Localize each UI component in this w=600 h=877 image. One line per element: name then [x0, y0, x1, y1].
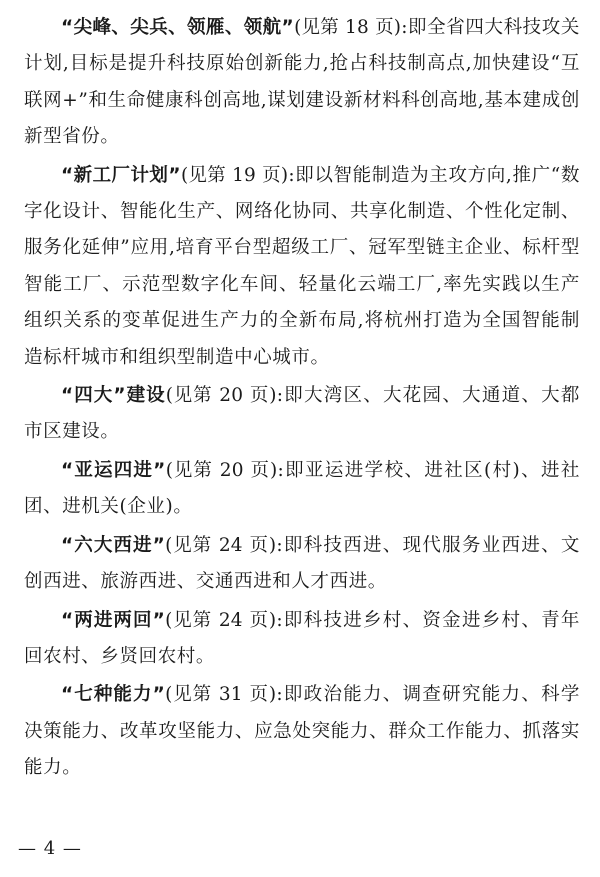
- glossary-entry-7: [24, 677, 580, 786]
- glossary-entry-1: [24, 10, 580, 156]
- entry-page-ref: (见第 31 页): [165, 684, 277, 706]
- entry-page-ref: (见第 20 页): [165, 385, 277, 407]
- glossary-entry-5: [24, 528, 580, 601]
- page-number: — 4 —: [18, 838, 82, 859]
- glossary-entry-4: [24, 453, 580, 526]
- entry-term: “四大”建设: [61, 385, 166, 407]
- entry-term: “两进两回”: [61, 609, 166, 631]
- entry-term: “七种能力”: [61, 684, 166, 706]
- entry-page-ref: (见第 24 页): [165, 534, 277, 556]
- entry-term: “六大西进”: [61, 534, 166, 556]
- entry-definition: :即科技西进、现代服务业西进、文创西进、旅游西进、交通西进和人才西进。: [24, 534, 580, 593]
- entry-page-ref: (见第 18 页): [294, 17, 402, 38]
- glossary-entry-2: [24, 158, 580, 376]
- document-body: [24, 10, 580, 789]
- entry-definition: :即政治能力、调查研究能力、科学决策能力、改革攻坚能力、应急处突能力、群众工作能力、抓落实能力。: [24, 684, 580, 779]
- entry-page-ref: (见第 24 页): [165, 609, 277, 631]
- entry-definition: :即全省四大科技攻关计划,目标是提升科技原始创新能力,抢占科技制高点,加快建设“互联网+”和生命健康科创高地,谋划建设新材料科创高地,基本建成创新型省份。: [24, 17, 580, 148]
- entry-term: “新工厂计划”: [61, 164, 181, 186]
- entry-page-ref: (见第 19 页): [180, 164, 289, 186]
- entry-definition: :即以智能制造为主攻方向,推广“数字化设计、智能化生产、网络化协同、共享化制造、个性化定制、服务化延伸”应用,培育平台型超级工厂、冠军型链主企业、标杆型智能工厂、示范型数字化车间、轻量化云端工厂,率先实践以生产组织关系的变革促进生产力的全新布局,将杭州打造为全国智能制造标杆城市和组织型制造中心城市。: [24, 164, 580, 368]
- glossary-entry-3: [24, 378, 580, 451]
- glossary-entry-6: [24, 603, 580, 676]
- entry-term: “尖峰、尖兵、领雁、领航”: [61, 17, 295, 38]
- entry-definition: :即亚运进学校、进社区(村)、进社团、进机关(企业)。: [24, 459, 581, 518]
- entry-term: “亚运四进”: [61, 459, 166, 481]
- entry-definition: :即科技进乡村、资金进乡村、青年回农村、乡贤回农村。: [24, 609, 580, 667]
- entry-definition: :即大湾区、大花园、大通道、大都市区建设。: [24, 385, 580, 443]
- entry-page-ref: (见第 20 页): [165, 459, 278, 481]
